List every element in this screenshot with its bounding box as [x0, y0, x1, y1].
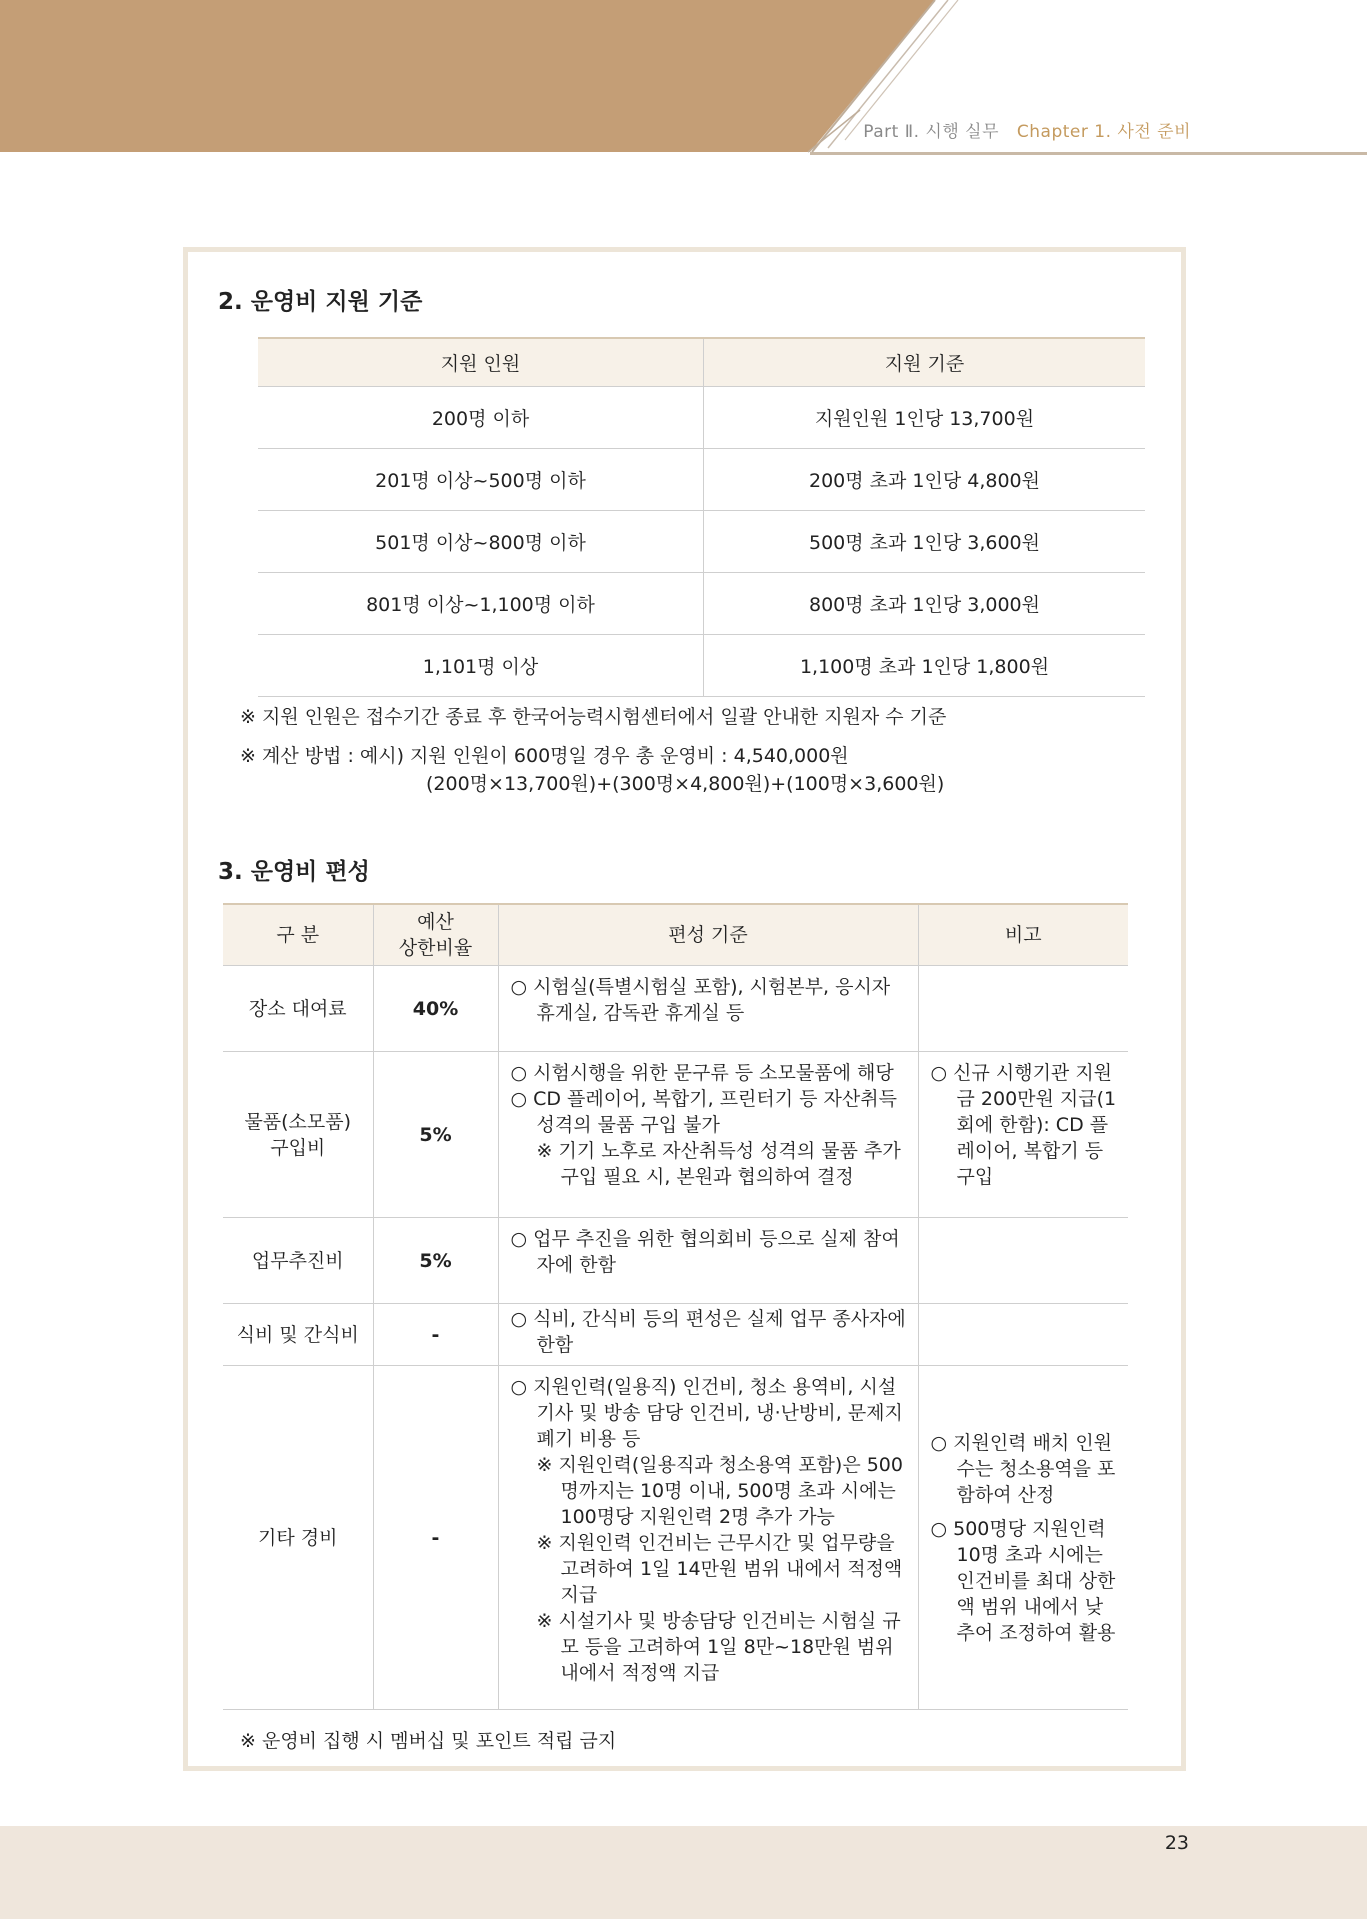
- category-cell: 장소 대여료: [223, 966, 373, 1052]
- table-cell: 1,100명 초과 1인당 1,800원: [704, 635, 1146, 697]
- column-header: 지원 기준: [704, 338, 1146, 387]
- table-row: [223, 966, 1128, 1052]
- category-line: 물품(소모품): [244, 1110, 352, 1133]
- criteria-item: ○ 식비, 간식비 등의 편성은 실제 업무 종사자에 한함: [510, 1308, 906, 1356]
- column-header: 편성 기준: [498, 904, 918, 966]
- criteria-cell: [498, 1218, 918, 1304]
- running-header: [863, 117, 1191, 142]
- category-cell: 업무추진비: [223, 1218, 373, 1304]
- category-cell: 기타 경비: [223, 1366, 373, 1710]
- note-calculation-formula: (200명×13,700원)+(300명×4,800원)+(100명×3,600원): [426, 773, 945, 795]
- ratio-cell: -: [373, 1366, 498, 1710]
- category-cell: 식비 및 간식비: [223, 1304, 373, 1366]
- header-part: Part Ⅱ. 시행 실무: [863, 122, 999, 142]
- criteria-item: ○ 지원인력(일용직) 인건비, 청소 용역비, 시설기사 및 방송 담당 인건비, 냉·난방비, 문제지 폐기 비용 등: [510, 1376, 903, 1450]
- criteria-subnote: ※ 지원인력 인건비는 근무시간 및 업무량을 고려하여 1일 14만원 범위 내에서 적정액 지급: [536, 1532, 903, 1606]
- header-chapter: Chapter 1. 사전 준비: [1016, 122, 1191, 142]
- remarks-cell: [918, 1304, 1128, 1366]
- ratio-cell: -: [373, 1304, 498, 1366]
- table-cell: 200명 이하: [258, 387, 704, 449]
- ratio-cell: 5%: [373, 1052, 498, 1218]
- table-cell: 501명 이상~800명 이하: [258, 511, 704, 573]
- criteria-cell: [498, 1304, 918, 1366]
- note-applicant-count: ※ 지원 인원은 접수기간 종료 후 한국어능력시험센터에서 일괄 안내한 지원자 수 기준: [240, 706, 947, 728]
- criteria-item: ○ 업무 추진을 위한 협의회비 등으로 실제 참여자에 한함: [510, 1228, 900, 1276]
- remarks-cell: [918, 1218, 1128, 1304]
- table-row: [223, 1052, 1128, 1218]
- table-cell: 201명 이상~500명 이하: [258, 449, 704, 511]
- section-3-title: 3. 운영비 편성: [218, 859, 370, 885]
- footer-band: [0, 1826, 1367, 1919]
- table-cell: 지원인원 1인당 13,700원: [704, 387, 1146, 449]
- table-row: [258, 573, 1145, 635]
- remark-item: ○ 500명당 지원인력 10명 초과 시에는 인건비를 최대 상한액 범위 내에서 낮추어 조정하여 활용: [930, 1517, 1116, 1644]
- criteria-cell: [498, 1366, 918, 1710]
- table-cell: 800명 초과 1인당 3,000원: [704, 573, 1146, 635]
- section-2-title: 2. 운영비 지원 기준: [218, 289, 423, 315]
- header-line: 상한비율: [398, 937, 473, 959]
- criteria-item: ○ 시험실(특별시험실 포함), 시험본부, 응시자 휴게실, 감독관 휴게실 등: [510, 976, 891, 1024]
- column-header: 구 분: [223, 904, 373, 966]
- table-row: [223, 1218, 1128, 1304]
- criteria-item: ○ CD 플레이어, 복합기, 프린터기 등 자산취득 성격의 물품 구입 불가: [510, 1088, 897, 1136]
- remark-item: ○ 지원인력 배치 인원수는 청소용역을 포함하여 산정: [930, 1431, 1116, 1506]
- budget-composition-table: [223, 903, 1128, 1710]
- table-cell: 500명 초과 1인당 3,600원: [704, 511, 1146, 573]
- column-header: 지원 인원: [258, 338, 704, 387]
- table-row: [223, 1304, 1128, 1366]
- remark-item: ○ 신규 시행기관 지원금 200만원 지급(1회에 한함): CD 플레이어, 복합기 등 구입: [930, 1062, 1117, 1188]
- criteria-cell: [498, 966, 918, 1052]
- table-cell: 200명 초과 1인당 4,800원: [704, 449, 1146, 511]
- criteria-subnote: ※ 지원인력(일용직과 청소용역 포함)은 500명까지는 10명 이내, 500명 초과 시에는 100명당 지원인력 2명 추가 가능: [536, 1454, 903, 1528]
- remarks-cell: [918, 1366, 1128, 1710]
- table-header-row: [258, 338, 1145, 387]
- criteria-cell: [498, 1052, 918, 1218]
- table-cell: 801명 이상~1,100명 이하: [258, 573, 704, 635]
- remarks-cell: [918, 1052, 1128, 1218]
- remarks-cell: [918, 966, 1128, 1052]
- column-header: [373, 904, 498, 966]
- table-row: [223, 1366, 1128, 1710]
- note-calculation: ※ 계산 방법 : 예시) 지원 인원이 600명일 경우 총 운영비 : 4,540,000원: [240, 745, 849, 767]
- table-header-row: [223, 904, 1128, 966]
- criteria-subnote: ※ 시설기사 및 방송담당 인건비는 시험실 규모 등을 고려하여 1일 8만~18만원 범위 내에서 적정액 지급: [536, 1610, 901, 1684]
- category-cell: [223, 1052, 373, 1218]
- criteria-subnote: ※ 기기 노후로 자산취득성 성격의 물품 추가 구입 필요 시, 본원과 협의하여 결정: [536, 1140, 901, 1188]
- ratio-cell: 40%: [373, 966, 498, 1052]
- table-row: [258, 387, 1145, 449]
- ratio-cell: 5%: [373, 1218, 498, 1304]
- criteria-item: ○ 시험시행을 위한 문구류 등 소모물품에 해당: [510, 1062, 894, 1084]
- page-number: 23: [1164, 1832, 1189, 1854]
- table-row: [258, 511, 1145, 573]
- header-line: 예산: [417, 911, 454, 933]
- table-cell: 1,101명 이상: [258, 635, 704, 697]
- support-criteria-table: [258, 337, 1145, 697]
- category-line: 구입비: [270, 1136, 326, 1159]
- column-header: 비고: [918, 904, 1128, 966]
- table-row: [258, 635, 1145, 697]
- table-row: [258, 449, 1145, 511]
- footnote-membership: ※ 운영비 집행 시 멤버십 및 포인트 적립 금지: [240, 1730, 617, 1752]
